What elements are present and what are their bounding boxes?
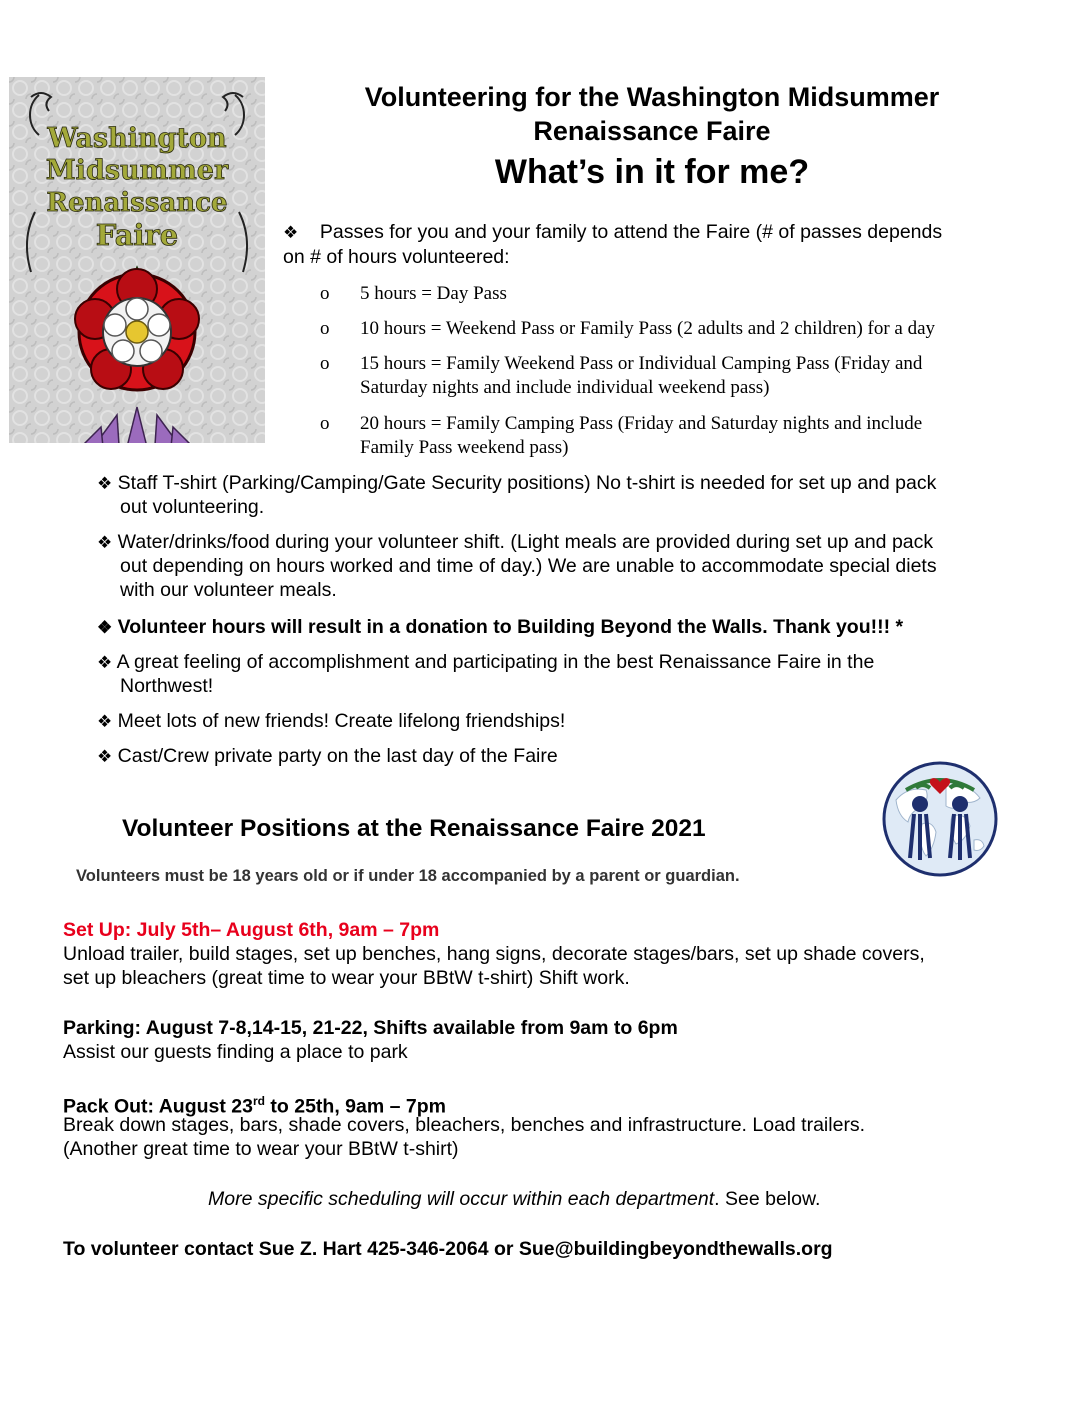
packout-heading: Pack Out: August 23rd to 25th, 9am – 7pm	[63, 1094, 446, 1118]
bullet-party: ❖ Cast/Crew private party on the last day of the Faire	[97, 745, 558, 767]
bullet-tshirt: ❖ Staff T-shirt (Parking/Camping/Gate Security positions) No t-shirt is needed for set up and pack	[97, 472, 937, 494]
food-line2: out depending on hours worked and time of day.) We are unable to accommodate special diets	[120, 555, 937, 577]
pass-tier-2: 10 hours = Weekend Pass or Family Pass (2 adults and 2 children) for a day	[360, 318, 936, 339]
poster-title-line1: Washington	[47, 123, 227, 154]
bullet-food: ❖ Water/drinks/food during your volunteer shift. (Light meals are provided during set up and pack	[97, 531, 934, 553]
pass-tier-4-line1: 20 hours = Family Camping Pass (Friday and Saturday nights and include	[360, 413, 923, 434]
tier-bullet-icon: o	[320, 413, 330, 434]
parking-line1: Assist our guests finding a place to park	[63, 1041, 408, 1063]
contact-line: To volunteer contact Sue Z. Hart 425-346-2064 or Sue@buildingbeyondthewalls.org	[63, 1238, 833, 1260]
passes-text-line2: on # of hours volunteered:	[283, 246, 510, 268]
bullet-donation: ❖ Volunteer hours will result in a donation to Building Beyond the Walls. Thank you!!! *	[97, 616, 904, 638]
page-title-line2: Renaissance Faire	[533, 116, 771, 146]
packout-line1: Break down stages, bars, shade covers, bleachers, benches and infrastructure. Load trailers.	[63, 1114, 866, 1136]
diamond-bullet-icon: ❖	[97, 618, 113, 637]
diamond-bullet-icon: ❖	[97, 653, 113, 672]
passes-text-line1: Passes for you and your family to attend the Faire (# of passes depends	[319, 221, 943, 243]
pass-tier-4-line2: Family Pass weekend pass)	[360, 437, 569, 458]
poster-title-line4: Faire	[95, 218, 179, 252]
tshirt-line2: out volunteering.	[120, 496, 265, 518]
pass-tier-1: 5 hours = Day Pass	[360, 283, 507, 304]
tier-bullet-icon: o	[320, 318, 330, 339]
food-line3: with our volunteer meals.	[120, 579, 337, 601]
diamond-bullet-icon: ❖	[97, 533, 113, 552]
bullet-passes	[283, 220, 942, 245]
bullet-friends: ❖ Meet lots of new friends! Create lifelong friendships!	[97, 710, 566, 732]
pass-tier-3-line1: 15 hours = Family Weekend Pass or Individual Camping Pass (Friday and	[360, 353, 923, 374]
pass-tier-3-line2: Saturday nights and include individual weekend pass)	[360, 377, 770, 398]
poster-title-line2: Midsummer	[45, 155, 229, 186]
bullet-feeling: ❖ A great feeling of accomplishment and participating in the best Renaissance Faire in the	[97, 651, 875, 673]
age-note: Volunteers must be 18 years old or if under 18 accompanied by a parent or guardian.	[76, 867, 740, 885]
poster-title-line3: Renaissance	[46, 188, 228, 218]
diamond-bullet-icon: ❖	[97, 747, 113, 766]
parking-heading: Parking: August 7-8,14-15, 21-22, Shifts available from 9am to 6pm	[63, 1017, 678, 1039]
bbtw-globe-logo	[876, 760, 1004, 878]
feeling-line2: Northwest!	[120, 675, 214, 697]
tier-bullet-icon: o	[320, 283, 330, 304]
setup-line1: Unload trailer, build stages, set up benches, hang signs, decorate stages/bars, set up shade covers,	[63, 943, 925, 965]
faire-poster	[9, 77, 265, 443]
diamond-bullet-icon: ❖	[97, 712, 113, 731]
packout-line2: (Another great time to wear your BBtW t-shirt)	[63, 1138, 459, 1160]
tier-bullet-icon: o	[320, 353, 330, 374]
setup-heading: Set Up: July 5th– August 6th, 9am – 7pm	[63, 919, 440, 941]
setup-line2: set up bleachers (great time to wear your BBtW t-shirt) Shift work.	[63, 967, 630, 989]
diamond-bullet-icon: ❖	[283, 223, 299, 242]
page-subtitle: What’s in it for me?	[494, 153, 810, 191]
scheduling-note: More specific scheduling will occur within each department. See below.	[208, 1188, 821, 1210]
positions-heading: Volunteer Positions at the Renaissance Faire 2021	[122, 815, 706, 842]
diamond-bullet-icon: ❖	[97, 474, 113, 493]
page-title-line1: Volunteering for the Washington Midsummer	[364, 82, 940, 112]
